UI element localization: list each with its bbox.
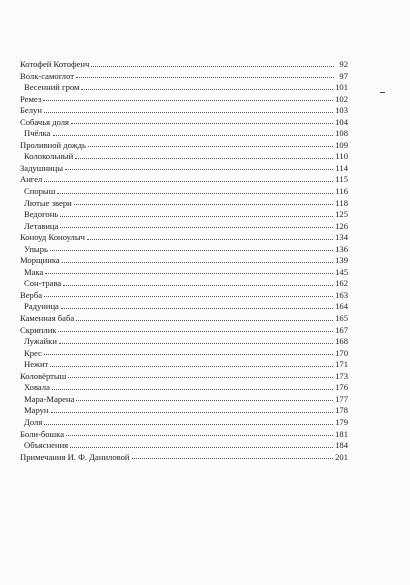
toc-entry-title: Нежит: [24, 359, 49, 370]
toc-entry-title: Пчёлка: [24, 128, 51, 139]
toc-entry-page: 108: [335, 128, 348, 139]
toc-entry-page: 184: [335, 440, 348, 451]
toc-entry-page: 110: [335, 151, 348, 162]
toc-entry-title: Радуница: [24, 301, 59, 312]
toc-entry-title: Морщинка: [20, 255, 60, 266]
toc-entry-page: 136: [335, 243, 348, 254]
dot-leader: [66, 435, 333, 436]
toc-entry: [20, 128, 348, 140]
toc-entry: [20, 105, 348, 117]
toc-entry: [20, 348, 348, 360]
toc-entry: [20, 405, 348, 417]
toc-entry-title: Крес: [24, 347, 42, 358]
toc-entry-page: 162: [335, 278, 348, 289]
toc-entry: [20, 198, 348, 210]
toc-entry-page: 101: [335, 82, 348, 93]
dot-leader: [91, 66, 334, 67]
toc-entry-title: Боли-бошка: [20, 428, 65, 439]
toc-entry: [20, 163, 348, 175]
toc-entry-page: 139: [335, 255, 348, 266]
toc-entry-page: 171: [335, 359, 348, 370]
dot-leader: [58, 331, 333, 332]
toc-entry-title: Спорыш: [24, 186, 56, 197]
toc-entry-page: 92: [339, 59, 348, 69]
toc-entry-title: Лужайки: [24, 336, 57, 347]
toc-entry-page: 102: [335, 93, 348, 104]
toc-entry-title: Проливной дождь: [20, 139, 86, 150]
toc-entry: [20, 371, 348, 383]
dot-leader: [51, 412, 334, 413]
toc-entry: [20, 255, 348, 267]
toc-entry: [20, 278, 348, 290]
toc-entry: [20, 71, 348, 83]
toc-entry-title: Волк-самоглот: [20, 70, 75, 81]
dot-leader: [44, 424, 333, 425]
toc-entry-title: Собачья доля: [20, 116, 70, 127]
toc-entry-title: Скриплик: [20, 324, 57, 335]
toc-entry: [20, 359, 348, 371]
dot-leader: [50, 250, 333, 251]
dot-leader: [76, 77, 334, 78]
toc-entry-page: 145: [335, 266, 348, 277]
dot-leader: [76, 320, 333, 321]
toc-entry-title: Примечания И. Ф. Даниловой: [20, 451, 130, 462]
dot-leader: [81, 89, 333, 90]
dot-leader: [44, 112, 333, 113]
dot-leader: [44, 354, 333, 355]
toc-entry-page: 103: [335, 105, 348, 116]
toc-entry: [20, 290, 348, 302]
toc-entry: [20, 417, 348, 429]
toc-entry-title: Ангел: [20, 174, 43, 185]
toc-entry-page: 181: [335, 428, 348, 439]
toc-entry-page: 168: [335, 336, 348, 347]
toc-entry: [20, 140, 348, 152]
toc-entry-page: 163: [335, 289, 348, 300]
dot-leader: [52, 389, 333, 390]
toc-entry-title: Задушницы: [20, 162, 63, 173]
toc-entry: [20, 244, 348, 256]
toc-entry: [20, 336, 348, 348]
toc-entry: [20, 440, 348, 452]
toc-entry-page: 173: [335, 370, 348, 381]
toc-entry-title: Ремез: [20, 93, 42, 104]
toc-entry: [20, 313, 348, 325]
dot-leader: [70, 447, 333, 448]
toc-entry-title: Белун: [20, 105, 42, 116]
margin-mark: [380, 92, 385, 93]
toc-entry-title: Весенний гром: [24, 82, 80, 93]
toc-entry-title: Колокольный: [24, 151, 74, 162]
dot-leader: [65, 169, 333, 170]
toc-entry: [20, 382, 348, 394]
toc-entry: [20, 452, 348, 464]
toc-entry-title: Мака: [24, 266, 44, 277]
toc-entry-page: 97: [339, 70, 348, 81]
toc-entry-page: 116: [335, 186, 348, 197]
dot-leader: [76, 400, 333, 401]
toc-entry: [20, 267, 348, 279]
toc-entry-page: 115: [335, 174, 348, 185]
toc-entry-title: Летавица: [24, 220, 59, 231]
toc-entry: [20, 325, 348, 337]
dot-leader: [88, 146, 333, 147]
table-of-contents: [20, 59, 348, 463]
toc-entry: [20, 117, 348, 129]
toc-entry-page: 125: [335, 209, 348, 220]
toc-entry: [20, 394, 348, 406]
toc-entry: [20, 221, 348, 233]
toc-entry-page: 118: [335, 197, 348, 208]
toc-entry-title: Коловёртыш: [20, 370, 67, 381]
toc-entry: [20, 59, 348, 71]
toc-entry: [20, 186, 348, 198]
dot-leader: [60, 227, 333, 228]
toc-entry-title: Ведогонь: [24, 209, 59, 220]
toc-entry-page: 134: [335, 232, 348, 243]
toc-entry-page: 167: [335, 324, 348, 335]
dot-leader: [62, 262, 333, 263]
toc-entry-page: 201: [335, 451, 348, 462]
toc-entry-title: Коноуд Коноулыч: [20, 232, 85, 243]
dot-leader: [87, 239, 333, 240]
toc-entry-title: Верба: [20, 289, 43, 300]
dot-leader: [74, 204, 334, 205]
toc-entry: [20, 174, 348, 186]
dot-leader: [43, 100, 333, 101]
toc-entry-page: 165: [335, 313, 348, 324]
toc-entry-page: 164: [335, 301, 348, 312]
toc-entry-title: Доля: [24, 416, 43, 427]
dot-leader: [61, 308, 333, 309]
toc-entry-page: 177: [335, 393, 348, 404]
toc-entry-page: 104: [335, 116, 348, 127]
toc-entry-title: Сон-трава: [24, 278, 62, 289]
dot-leader: [75, 158, 333, 159]
dot-leader: [68, 377, 333, 378]
toc-entry-title: Марун: [24, 405, 49, 416]
dot-leader: [53, 135, 334, 136]
toc-entry-page: 109: [335, 139, 348, 150]
dot-leader: [57, 193, 333, 194]
toc-entry-page: 126: [335, 220, 348, 231]
toc-entry-title: Объяснения: [24, 440, 69, 451]
toc-entry: [20, 209, 348, 221]
toc-entry: [20, 429, 348, 441]
dot-leader: [50, 366, 333, 367]
toc-entry-page: 176: [335, 382, 348, 393]
dot-leader: [45, 273, 333, 274]
toc-entry-page: 114: [335, 162, 348, 173]
toc-entry-page: 170: [335, 347, 348, 358]
toc-entry-title: Упырь: [24, 243, 48, 254]
dot-leader: [63, 285, 333, 286]
toc-entry-page: 179: [335, 416, 348, 427]
toc-entry: [20, 151, 348, 163]
toc-entry-title: Котофей Котофенч: [20, 59, 90, 69]
toc-entry: [20, 94, 348, 106]
dot-leader: [60, 216, 333, 217]
toc-entry: [20, 232, 348, 244]
toc-entry-title: Ховала: [24, 382, 50, 393]
toc-entry: [20, 301, 348, 313]
dot-leader: [59, 343, 333, 344]
toc-entry: [20, 82, 348, 94]
toc-entry-title: Мара-Марена: [24, 393, 75, 404]
dot-leader: [71, 123, 333, 124]
toc-entry-page: 178: [335, 405, 348, 416]
dot-leader: [132, 458, 334, 459]
toc-entry-title: Лютые звери: [24, 197, 72, 208]
dot-leader: [44, 296, 333, 297]
dot-leader: [44, 181, 333, 182]
toc-entry-title: Каменная баба: [20, 313, 75, 324]
